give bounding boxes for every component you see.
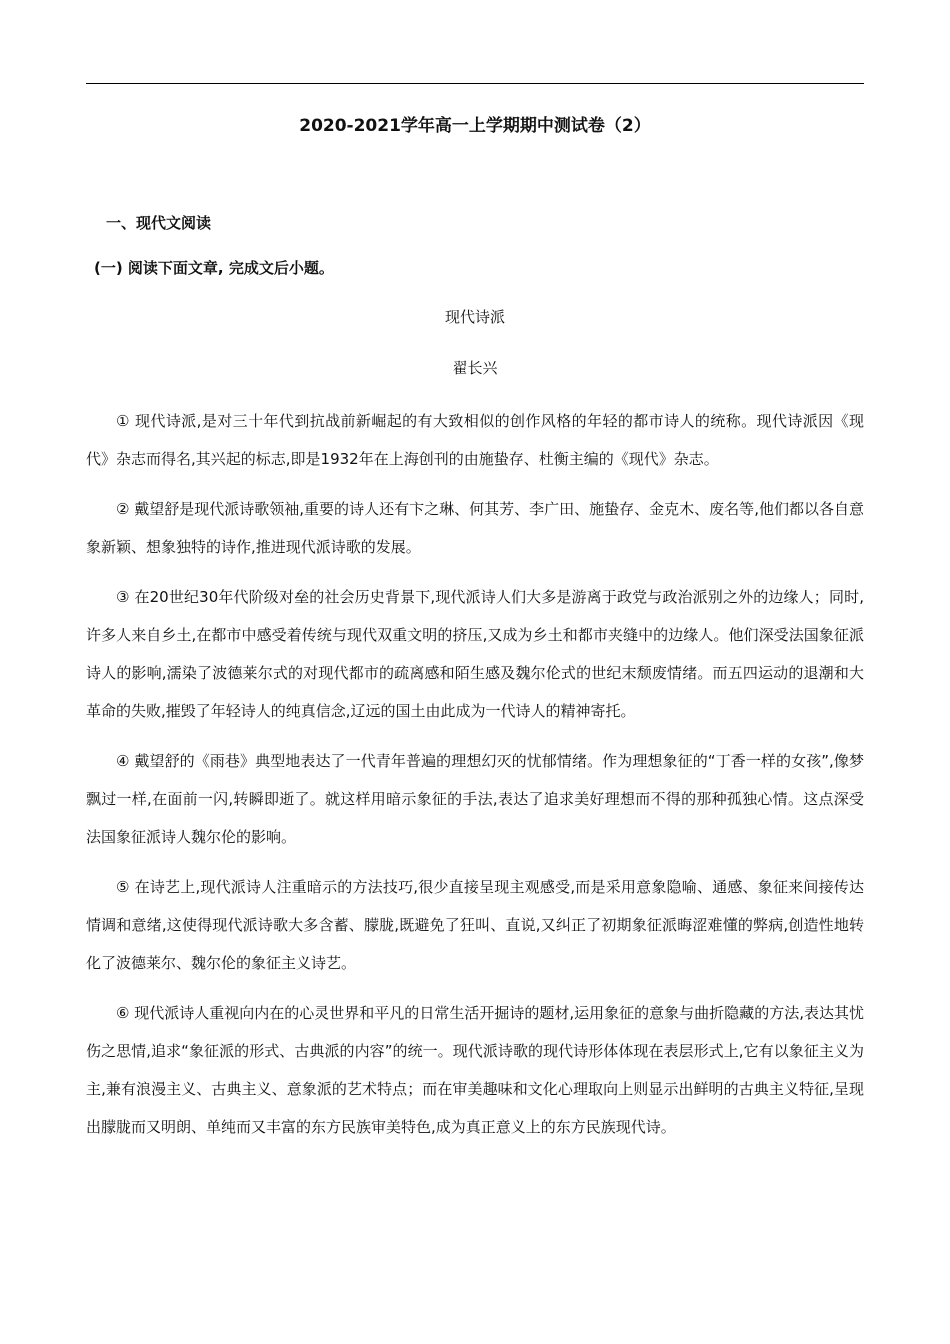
article-title: 现代诗派: [444, 308, 505, 326]
paragraph-4: ④ 戴望舒的《雨巷》典型地表达了一代青年普遍的理想幻灭的忧郁情绪。作为理想象征的“丁香一样的女孩”,像梦飘过一样,在面前一闪,转瞬即逝了。就这样用暗示象征的手法,表达了追求美好理想而不得的那种孤独心情。这点深受法国象征派诗人魏尔伦的影响。: [86, 752, 864, 846]
paragraph-5: ⑤ 在诗艺上,现代派诗人注重暗示的方法技巧,很少直接呈现主观感受,而是采用意象隐喻、通感、象征来间接传达情调和意绪,这使得现代派诗歌大多含蓄、朦胧,既避免了狂叫、直说,又纠正了初期象征派晦涩难懂的弊病,创造性地转化了波德莱尔、魏尔伦的象征主义诗艺。: [86, 878, 864, 972]
paragraph-2: ② 戴望舒是现代派诗歌领袖,重要的诗人还有卞之琳、何其芳、李广田、施蛰存、金克木、废名等,他们都以各自意象新颖、想象独特的诗作,推进现代派诗歌的发展。: [86, 500, 864, 556]
article-body: [86, 402, 864, 1158]
paragraph-6: ⑥ 现代派诗人重视向内在的心灵世界和平凡的日常生活开掘诗的题材,运用象征的意象与曲折隐藏的方法,表达其忧伤之思情,追求“象征派的形式、古典派的内容”的统一。现代派诗歌的现代诗形体体现在表层形式上,它有以象征主义为主,兼有浪漫主义、古典主义、意象派的艺术特点；而在审美趣味和文化心理取向上则显示出鲜明的古典主义特征,呈现出朦胧而又明朗、单纯而又丰富的东方民族审美特色,成为真正意义上的东方民族现代诗。: [86, 1004, 864, 1136]
section-heading: 一、现代文阅读: [106, 214, 212, 232]
paragraph-3: ③ 在20世纪30年代阶级对垒的社会历史背景下,现代派诗人们大多是游离于政党与政治派别之外的边缘人；同时,许多人来自乡土,在都市中感受着传统与现代双重文明的挤压,又成为乡土和都市夹缝中的边缘人。他们深受法国象征派诗人的影响,濡染了波德莱尔式的对现代都市的疏离感和陌生感及魏尔伦式的世纪末颓废情绪。而五四运动的退潮和大革命的失败,摧毁了年轻诗人的纯真信念,辽远的国土由此成为一代诗人的精神寄托。: [86, 588, 864, 720]
question-instruction: (一) 阅读下面文章, 完成文后小题。: [94, 259, 334, 277]
header-rule: [86, 83, 864, 84]
article-author: 翟长兴: [452, 359, 498, 377]
exam-title: 2020-2021学年高一上学期期中测试卷（2）: [299, 116, 651, 136]
paragraph-1: ① 现代诗派,是对三十年代到抗战前新崛起的有大致相似的创作风格的年轻的都市诗人的统称。现代诗派因《现代》杂志而得名,其兴起的标志,即是1932年在上海创刊的由施蛰存、杜衡主编的《现代》杂志。: [86, 412, 864, 468]
